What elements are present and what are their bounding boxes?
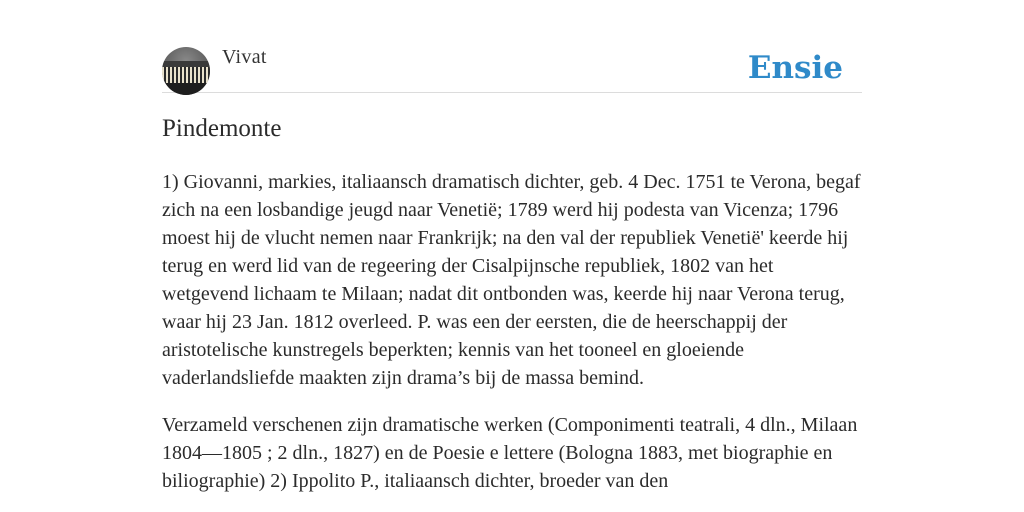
author-avatar[interactable] xyxy=(162,47,210,95)
bookshelf-avatar-icon xyxy=(162,67,210,83)
article-title: Pindemonte xyxy=(162,115,282,142)
author-name[interactable]: Vivat xyxy=(222,46,267,68)
article-header xyxy=(162,46,862,93)
article-body xyxy=(162,168,862,512)
ensie-logo[interactable]: Ensie xyxy=(747,50,843,86)
article-page xyxy=(162,0,862,512)
article-paragraph-2: Verzameld verschenen zijn dramatische werken (Componimenti teatrali, 4 dln., Milaan 1804—1805 ; 2 dln., 1827) en de Poesie e lettere (Bologna 1883, met biographie en biliographie) 2) Ippolito P., italiaansch dichter, broeder van den xyxy=(162,414,858,492)
article-paragraph-1: 1) Giovanni, markies, italiaansch dramatisch dichter, geb. 4 Dec. 1751 te Verona, begaf zich na een losbandige jeugd naar Venetië; 1789 werd hij podesta van Vicenza; 1796 moest hij de vlucht nemen naar Frankrijk; na den val der republiek Venetië' keerde hij terug en werd lid van de regeering der Cisalpijnsche republiek, 1802 van het wetgevend lichaam te Milaan; nadat dit ontbonden was, keerde hij naar Verona terug, waar hij 23 Jan. 1812 overleed. P. was een der eersten, die de heerschappij der aristotelische kunstregels beperkten; kennis van het tooneel en gloeiende vaderlandsliefde maakten zijn drama’s bij de massa bemind. xyxy=(162,171,861,389)
bookshelf-base xyxy=(162,83,210,95)
